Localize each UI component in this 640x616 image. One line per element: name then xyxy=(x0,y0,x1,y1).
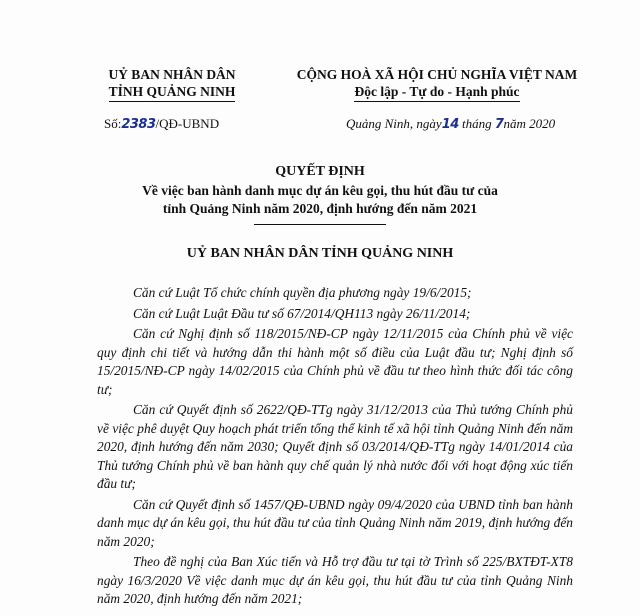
legal-basis-paragraph: Căn cứ Quyết định số 1457/QĐ-UBND ngày 09/4/2020 của UBND tỉnh ban hành danh mục dự án kêu gọi, thu hút đầu tư của tỉnh Quảng Ninh năm 2019, định hướng đến năm 2020; xyxy=(97,496,573,549)
document-number-handwritten: 2383 xyxy=(121,117,156,132)
document-subject-line1: Về việc ban hành danh mục dự án kêu gọi, thu hút đầu tư của xyxy=(142,183,498,198)
document-date xyxy=(346,116,555,132)
legal-basis-paragraph: Căn cứ Quyết định số 2622/QĐ-TTg ngày 31/12/2013 của Thủ tướng Chính phủ về việc phê duyệt Quy hoạch phát triển tổng thể kinh tế xã hội tỉnh Quảng Ninh đến năm 2020, định hướng đến năm 2030; Quyết định số 03/2014/QĐ-TTg ngày 14/01/2014 của Thủ tướng Chính phủ về ban hành quy chế quản lý nhà nước đối với hoạt động xúc tiến đầu tư; xyxy=(97,402,573,491)
date-month-label: tháng xyxy=(462,116,492,131)
national-motto: Độc lập - Tự do - Hạnh phúc xyxy=(354,83,519,102)
national-name: CỘNG HOÀ XÃ HỘI CHỦ NGHĨA VIỆT NAM xyxy=(296,67,578,82)
document-subject-line2: tỉnh Quảng Ninh năm 2020, định hướng đến năm 2021 xyxy=(162,201,478,216)
document-number xyxy=(104,116,219,132)
subject-divider xyxy=(254,224,386,225)
date-year: năm 2020 xyxy=(503,116,556,131)
issuing-authority xyxy=(92,66,252,102)
document-subject xyxy=(80,182,560,218)
document-number-prefix: Số: xyxy=(104,116,122,131)
proposal-paragraph: Theo đề nghị của Ban Xúc tiến và Hỗ trợ đầu tư tại tờ Trình số 225/BXTĐT-XT8 ngày 16/3/2020 Về việc danh mục dự án kêu gọi, thu hút đầu tư của tỉnh Quảng Ninh năm 2020, định hướng đến năm 2021; xyxy=(97,554,573,606)
date-prefix: Quảng Ninh, ngày xyxy=(346,116,442,131)
issuing-authority-line1: UỶ BAN NHÂN DÂN xyxy=(108,67,236,82)
document-title: QUYẾT ĐỊNH xyxy=(275,164,365,179)
deciding-authority: UỶ BAN NHÂN DÂN TỈNH QUẢNG NINH xyxy=(186,246,454,261)
date-day-handwritten: 14 xyxy=(441,117,459,132)
legal-basis-paragraph: Căn cứ Luật Tổ chức chính quyền địa phương ngày 19/6/2015; xyxy=(133,285,472,300)
national-heading xyxy=(278,66,596,102)
legal-basis-paragraph: Căn cứ Nghị định số 118/2015/NĐ-CP ngày 12/11/2015 của Chính phủ về việc quy định chi tiết và hướng dẫn thi hành một số điều của Luật đầu tư; Nghị định số 15/2015/NĐ-CP ngày 14/02/2015 của Chính phủ về đầu tư theo hình thức đối tác công tư; xyxy=(97,326,573,397)
issuing-authority-line2: TỈNH QUẢNG NINH xyxy=(109,83,236,102)
document-number-suffix: /QĐ-UBND xyxy=(155,116,220,131)
date-month-handwritten: 7 xyxy=(494,117,504,132)
document-body xyxy=(97,284,573,611)
legal-basis-paragraph: Căn cứ Luật Luật Đầu tư số 67/2014/QH113 ngày 26/11/2014; xyxy=(133,305,471,321)
